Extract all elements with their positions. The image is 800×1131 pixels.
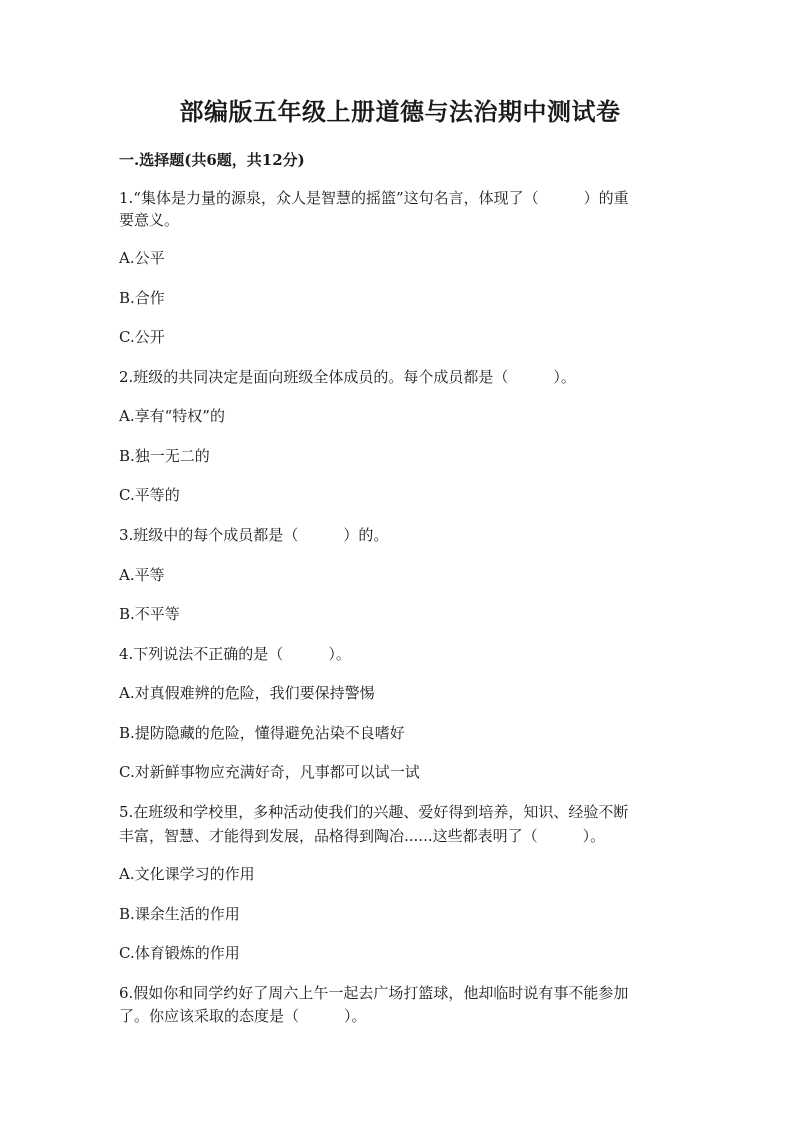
question-4-stem: 4.下列说法不正确的是（ ）。 [119, 645, 351, 663]
question-4-option-c: C.对新鲜事物应充满好奇，凡事都可以试一试 [119, 763, 420, 781]
question-1-stem-line-1: 1.“集体是力量的源泉，众人是智慧的摇篮”这句名言，体现了（ ）的重 [119, 189, 629, 207]
question-5-option-b: B.课余生活的作用 [119, 905, 240, 923]
question-4-option-a: A.对真假难辨的危险，我们要保持警惕 [119, 684, 375, 702]
question-6-stem-line-2: 了。你应该采取的态度是（ ）。 [119, 1007, 367, 1025]
question-1-option-c: C.公开 [119, 328, 165, 346]
question-3-option-a: A.平等 [119, 566, 165, 584]
question-1-option-a: A.公平 [119, 249, 165, 267]
question-1-option-b: B.合作 [119, 289, 165, 307]
question-5-stem-line-1: 5.在班级和学校里，多种活动使我们的兴趣、爱好得到培养，知识、经验不断 [119, 803, 629, 821]
section-heading: 一.选择题(共6题，共12分) [119, 151, 305, 169]
question-2-stem: 2.班级的共同决定是面向班级全体成员的。每个成员都是（ ）。 [119, 368, 576, 386]
question-2-option-a: A.享有“特权”的 [119, 407, 225, 425]
question-2-option-c: C.平等的 [119, 486, 180, 504]
question-5-option-a: A.文化课学习的作用 [119, 865, 255, 883]
question-3-option-b: B.不平等 [119, 605, 180, 623]
question-4-option-b: B.提防隐藏的危险，懂得避免沾染不良嗜好 [119, 724, 405, 742]
question-1-stem-line-2: 要意义。 [119, 211, 180, 229]
question-3-stem: 3.班级中的每个成员都是（ ）的。 [119, 526, 389, 544]
question-5-stem-line-2: 丰富，智慧、才能得到发展，品格得到陶冶......这些都表明了（ ）。 [119, 827, 606, 845]
question-6-stem-line-1: 6.假如你和同学约好了周六上午一起去广场打篮球，他却临时说有事不能参加 [119, 984, 629, 1002]
question-2-option-b: B.独一无二的 [119, 447, 210, 465]
question-5-option-c: C.体育锻炼的作用 [119, 944, 240, 962]
page-title: 部编版五年级上册道德与法治期中测试卷 [179, 97, 621, 126]
